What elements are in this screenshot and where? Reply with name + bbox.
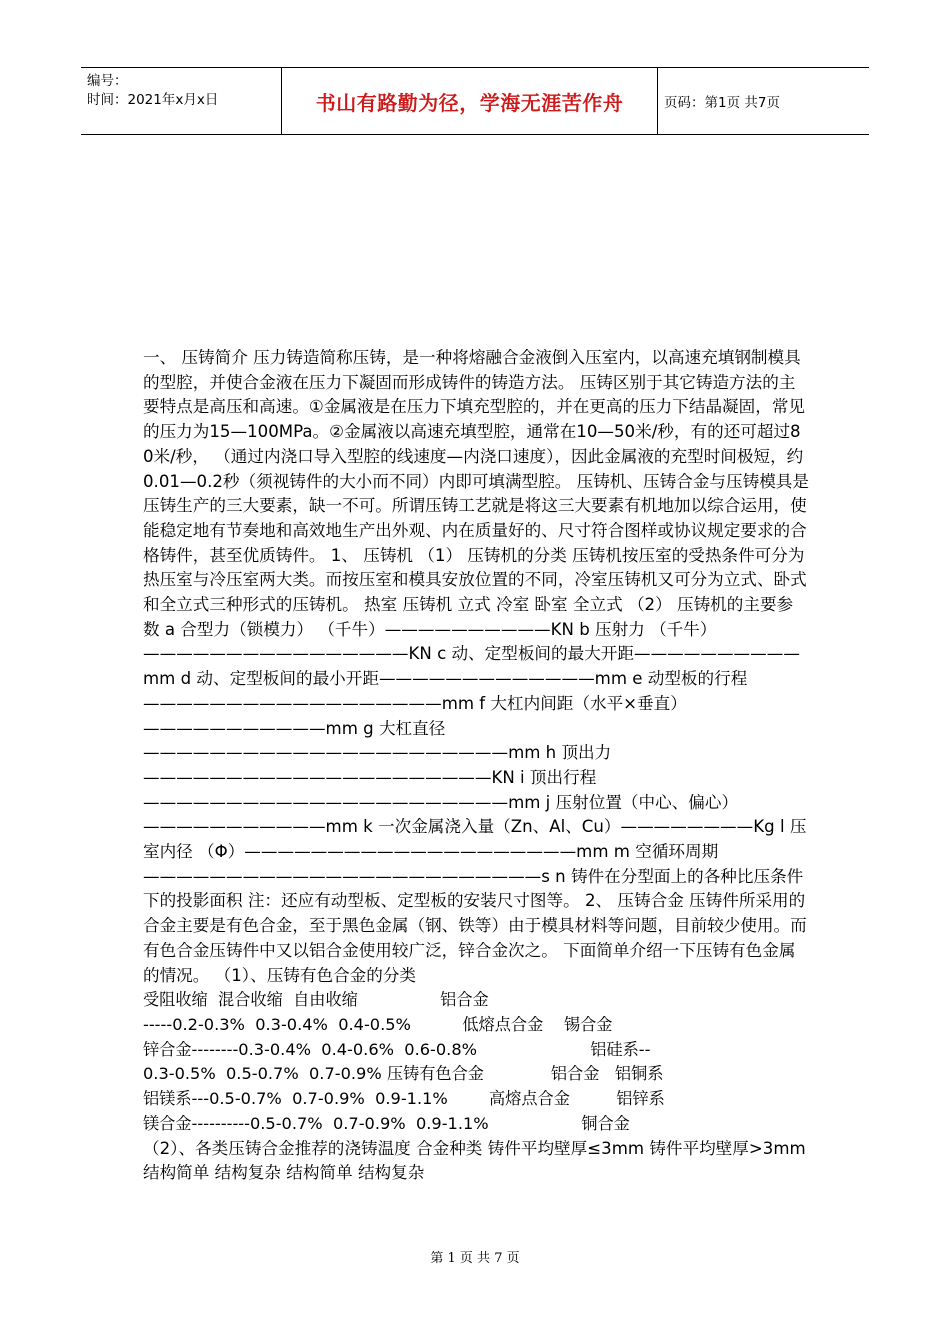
header-page-info: 页码：第1页 共7页 [664,95,780,111]
document-body [143,346,809,1186]
table-line: -----0.2-0.3% 0.3-0.4% 0.4-0.5% 低熔点合金 锡合金 [143,1014,613,1034]
document-time-label: 时间：2021年x月x日 [87,92,219,108]
body-paragraph: 一、 压铸简介 压力铸造简称压铸，是一种将熔融合金液倒入压室内，以高速充填钢制模具的型腔，并使合金液在压力下凝固而形成铸件的铸造方法。 压铸区别于其它铸造方法的主要特点是高压和高速。①金属液是在压力下填充型腔的，并在更高的压力下结晶凝固，常见的压力为15—100MPa。②金属液以高速充填型腔，通常在10—50米/秒，有的还可超过80米/秒， （通过内浇口导入型腔的线速度—内浇口速度），因此金属液的充型时间极短，约0.01—0.2秒（须视铸件的大小而不同）内即可填满型腔。 压铸机、压铸合金与压铸模具是压铸生产的三大要素，缺一不可。所谓压铸工艺就是将这三大要素有机地加以综合运用，使能稳定地有节奏地和高效地生产出外观、内在质量好的、尺寸符合图样或协议规定要求的合格铸件，甚至优质铸件。 1、 压铸机 （1） 压铸机的分类 压铸机按压室的受热条件可分为热压室与冷压室两大类。而按压室和模具安放位置的不同，冷室压铸机又可分为立式、卧式和全立式三种形式的压铸机。 热室 压铸机 立式 冷室 卧室 全立式 （2） 压铸机的主要参数 a 合型力（锁模力） （千牛）——————————KN b 压射力 （千牛）————————————————KN c 动、定型板间的最大开距——————————mm d 动、定型板间的最小开距—————————————mm e 动型板的行程——————————————————mm f 大杠内间距（水平×垂直）———————————mm g 大杠直径——————————————————————mm h 顶出力—————————————————————KN i 顶出行程——————————————————————mm j 压射位置（中心、偏心）———————————mm k 一次金属浇入量（Zn、Al、Cu）————————Kg l 压室内径 （Φ）————————————————————mm m 空循环周期————————————————————————s n 铸件在分型面上的各种比压条件下的投影面积 注：还应有动型板、定型板的安装尺寸图等。 2、 压铸合金 压铸件所采用的合金主要是有色合金，至于黑色金属（钢、铁等）由于模具材料等问题，目前较少使用。而有色合金压铸件中又以铝合金使用较广泛，锌合金次之。 下面简单介绍一下压铸有色金属的情况。 （1）、压铸有色合金的分类 [143,348,809,985]
closing-paragraph: （2）、各类压铸合金推荐的浇铸温度 合金种类 铸件平均壁厚≤3mm 铸件平均壁厚>3mm 结构简单 结构复杂 结构简单 结构复杂 [143,1138,806,1183]
table-line: 铝镁系---0.5-0.7% 0.7-0.9% 0.9-1.1% 高熔点合金 铝锌系 [143,1089,665,1109]
table-line: 镁合金----------0.5-0.7% 0.7-0.9% 0.9-1.1% 铜合金 [143,1113,630,1133]
document-header [81,67,869,135]
page-footer: 第 1 页 共 7 页 [430,1251,520,1266]
header-meta-cell [81,68,282,134]
table-line: 0.3-0.5% 0.5-0.7% 0.7-0.9% 压铸有色合金 铝合金 铝铜系 [143,1064,664,1084]
header-motto: 书山有路勤为径，学海无涯苦作舟 [282,68,658,134]
table-line: 锌合金--------0.3-0.4% 0.4-0.6% 0.6-0.8% 铝硅系-- [143,1039,651,1059]
document-number-label: 编号： [87,73,128,89]
alloy-classification-table [143,988,809,1136]
table-line: 受阻收缩 混合收缩 自由收缩 铝合金 [143,990,489,1010]
